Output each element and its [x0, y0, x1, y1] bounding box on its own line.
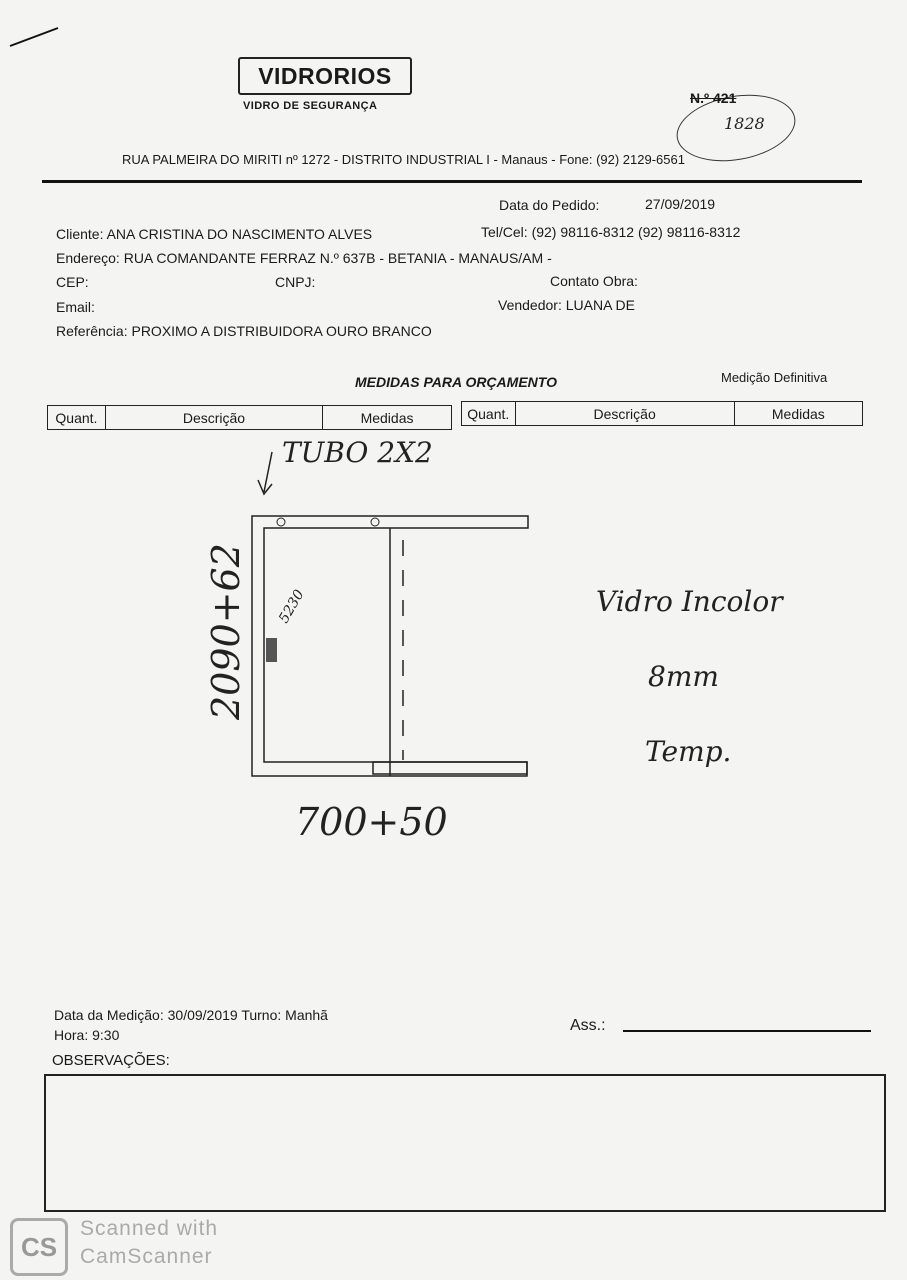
hinge-mark — [277, 518, 285, 526]
glass-tempered: Temp. — [645, 735, 732, 768]
col-quant: Quant. — [48, 406, 106, 430]
client-address: Endereço: RUA COMANDANTE FERRAZ N.º 637B - BETANIA - MANAUS/AM - — [56, 250, 552, 266]
height-dimension: 2090+62 — [204, 543, 248, 720]
section-title: MEDIDAS PARA ORÇAMENTO — [355, 374, 557, 390]
col-medidas: Medidas — [734, 402, 862, 426]
cnpj-field: CNPJ: — [275, 274, 316, 290]
company-address: RUA PALMEIRA DO MIRITI nº 1272 - DISTRITO INDUSTRIAL I - Manaus - Fone: (92) 2129-6561 — [122, 152, 685, 167]
glass-thickness: 8mm — [648, 660, 719, 693]
handwritten-order-number: 1828 — [724, 114, 765, 133]
col-descricao: Descrição — [105, 406, 322, 430]
pen-stroke — [10, 28, 58, 46]
vendedor-field: Vendedor: LUANA DE — [498, 297, 635, 313]
email-field: Email: — [56, 299, 95, 315]
observacoes-label: OBSERVAÇÕES: — [52, 1052, 170, 1069]
col-medidas: Medidas — [323, 406, 452, 430]
cep-field: CEP: — [56, 274, 89, 290]
signature-line — [623, 1030, 871, 1032]
camscanner-logo: CS — [10, 1218, 68, 1276]
door-handle — [266, 638, 277, 662]
watermark-line2: CamScanner — [80, 1245, 213, 1268]
hinge-mark — [371, 518, 379, 526]
arrow-icon — [258, 452, 272, 494]
glass-type: Vidro Incolor — [596, 585, 783, 618]
width-dimension: 700+50 — [295, 800, 448, 844]
client-name: Cliente: ANA CRISTINA DO NASCIMENTO ALVES — [56, 226, 373, 242]
data-medicao: Data da Medição: 30/09/2019 Turno: Manhã — [54, 1007, 328, 1023]
observacoes-box — [44, 1074, 886, 1212]
logo-tagline: VIDRO DE SEGURANÇA — [243, 100, 378, 112]
bottom-rail — [373, 762, 527, 774]
order-date-value: 27/09/2019 — [645, 196, 716, 212]
hora-medicao: Hora: 9:30 — [54, 1027, 120, 1043]
vidrorios-logo: VIDRORIOS — [238, 57, 412, 95]
handle-height: 5230 — [276, 587, 308, 626]
printed-order-number: N.º 421 — [690, 90, 737, 106]
col-quant: Quant. — [462, 402, 516, 426]
referencia-field: Referência: PROXIMO A DISTRIBUIDORA OURO BRANCO — [56, 323, 432, 339]
client-phone: Tel/Cel: (92) 98116-8312 (92) 98116-8312 — [481, 224, 741, 240]
watermark-line1: Scanned with — [80, 1217, 219, 1240]
medicao-definitiva: Medição Definitiva — [721, 370, 828, 385]
col-descricao: Descrição — [515, 402, 734, 426]
signature-label: Ass.: — [570, 1017, 606, 1034]
contato-obra-field: Contato Obra: — [550, 273, 638, 289]
tube-note: TUBO 2X2 — [282, 436, 433, 469]
order-date-label: Data do Pedido: — [499, 197, 600, 213]
